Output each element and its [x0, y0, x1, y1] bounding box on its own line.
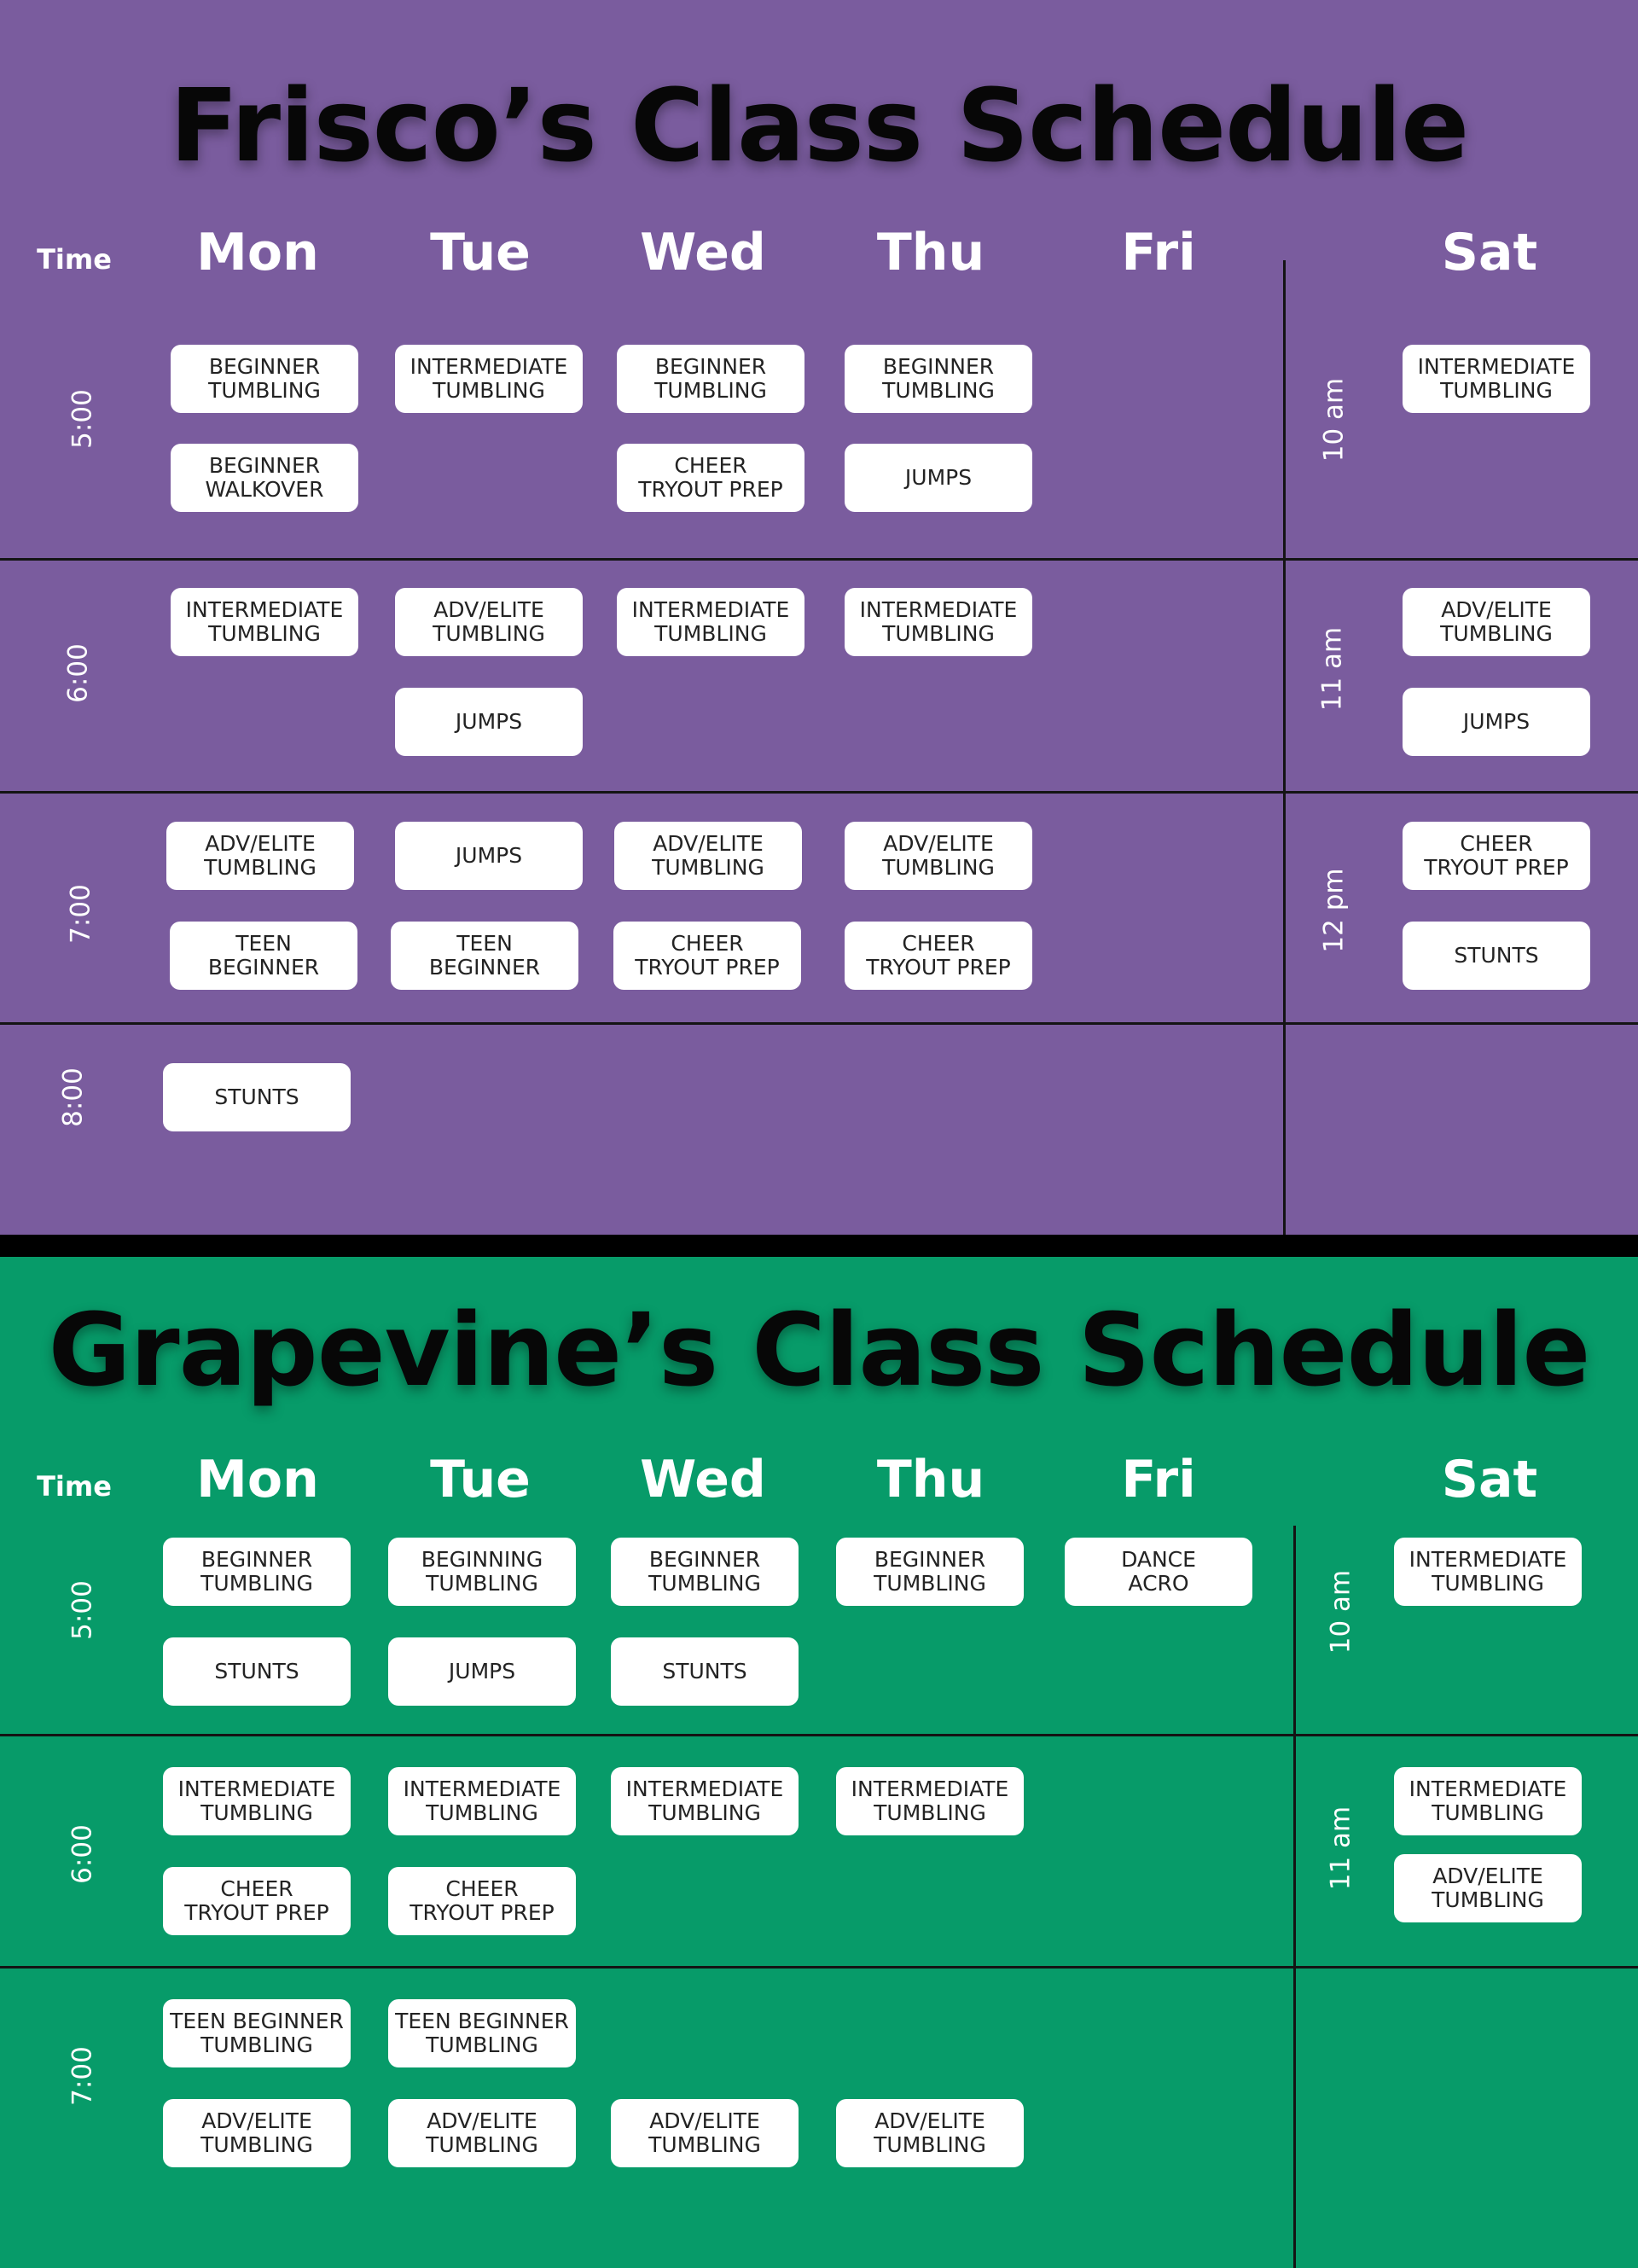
class-pill[interactable]: TEEN BEGINNER TUMBLING [163, 1999, 351, 2067]
frisco-header-fri: Fri [1121, 223, 1196, 282]
class-pill[interactable]: JUMPS [1403, 688, 1590, 756]
class-pill[interactable]: BEGINNER WALKOVER [171, 444, 358, 512]
frisco-row-divider [0, 1022, 1638, 1025]
class-pill[interactable]: CHEER TRYOUT PREP [1403, 822, 1590, 890]
class-pill[interactable]: CHEER TRYOUT PREP [163, 1867, 351, 1935]
class-pill[interactable]: BEGINNER TUMBLING [836, 1538, 1024, 1606]
class-pill[interactable]: CHEER TRYOUT PREP [613, 922, 801, 990]
grapevine-header-fri: Fri [1121, 1450, 1196, 1509]
class-pill[interactable]: ADV/ELITE TUMBLING [845, 822, 1032, 890]
class-pill[interactable]: INTERMEDIATE TUMBLING [388, 1767, 576, 1835]
grapevine-header-thu: Thu [876, 1450, 985, 1509]
class-pill[interactable]: ADV/ELITE TUMBLING [614, 822, 802, 890]
grapevine-time-7: 7:00 [67, 2046, 98, 2106]
class-pill[interactable]: ADV/ELITE TUMBLING [388, 2099, 576, 2167]
class-pill[interactable]: BEGINNER TUMBLING [611, 1538, 799, 1606]
frisco-header-thu: Thu [876, 223, 985, 282]
grapevine-header-wed: Wed [640, 1450, 766, 1509]
frisco-time-7: 7:00 [65, 884, 96, 944]
class-pill[interactable]: BEGINNER TUMBLING [617, 345, 804, 413]
frisco-header-time: Time [37, 243, 112, 276]
class-pill[interactable]: STUNTS [163, 1637, 351, 1706]
class-pill[interactable]: ADV/ELITE TUMBLING [1394, 1854, 1582, 1922]
class-pill[interactable]: BEGINNER TUMBLING [171, 345, 358, 413]
frisco-saturday-divider [1283, 260, 1286, 1235]
frisco-title: Frisco’s Class Schedule [169, 67, 1469, 184]
class-pill[interactable]: ADV/ELITE TUMBLING [395, 588, 583, 656]
grapevine-schedule [0, 1257, 1638, 2268]
class-pill[interactable]: INTERMEDIATE TUMBLING [171, 588, 358, 656]
class-pill[interactable]: CHEER TRYOUT PREP [617, 444, 804, 512]
grapevine-header-mon: Mon [196, 1450, 319, 1509]
class-pill[interactable]: INTERMEDIATE TUMBLING [836, 1767, 1024, 1835]
frisco-row-divider [0, 791, 1638, 794]
grapevine-time-5: 5:00 [67, 1580, 98, 1640]
frisco-sat-time-12pm: 12 pm [1318, 868, 1350, 953]
class-pill[interactable]: INTERMEDIATE TUMBLING [617, 588, 804, 656]
class-pill[interactable]: CHEER TRYOUT PREP [845, 922, 1032, 990]
class-pill[interactable]: ADV/ELITE TUMBLING [836, 2099, 1024, 2167]
class-pill[interactable]: STUNTS [611, 1637, 799, 1706]
grapevine-title: Grapevine’s Class Schedule [48, 1291, 1590, 1409]
grapevine-time-6: 6:00 [67, 1824, 98, 1884]
class-pill[interactable]: TEEN BEGINNER TUMBLING [388, 1999, 576, 2067]
class-pill[interactable]: ADV/ELITE TUMBLING [163, 2099, 351, 2167]
grapevine-sat-time-10am: 10 am [1325, 1569, 1356, 1654]
class-pill[interactable]: INTERMEDIATE TUMBLING [1403, 345, 1590, 413]
class-pill[interactable]: STUNTS [1403, 922, 1590, 990]
class-pill[interactable]: JUMPS [395, 688, 583, 756]
frisco-time-6: 6:00 [62, 643, 94, 703]
class-pill[interactable]: BEGINNING TUMBLING [388, 1538, 576, 1606]
class-pill[interactable]: ADV/ELITE TUMBLING [1403, 588, 1590, 656]
frisco-row-divider [0, 558, 1638, 561]
class-pill[interactable]: INTERMEDIATE TUMBLING [395, 345, 583, 413]
frisco-header-mon: Mon [196, 223, 319, 282]
grapevine-row-divider [0, 1734, 1638, 1736]
frisco-header-tue: Tue [430, 223, 531, 282]
grapevine-row-divider [0, 1966, 1638, 1969]
class-pill[interactable]: TEEN BEGINNER [391, 922, 578, 990]
class-pill[interactable]: TEEN BEGINNER [170, 922, 357, 990]
class-pill[interactable]: BEGINNER TUMBLING [163, 1538, 351, 1606]
frisco-time-8: 8:00 [57, 1067, 89, 1127]
class-pill[interactable]: DANCE ACRO [1065, 1538, 1252, 1606]
class-pill[interactable]: BEGINNER TUMBLING [845, 345, 1032, 413]
class-pill[interactable]: INTERMEDIATE TUMBLING [1394, 1538, 1582, 1606]
grapevine-header-sat: Sat [1441, 1450, 1538, 1509]
grapevine-header-time: Time [37, 1470, 112, 1503]
grapevine-sat-time-11am: 11 am [1325, 1806, 1356, 1891]
class-pill[interactable]: JUMPS [388, 1637, 576, 1706]
grapevine-header-tue: Tue [430, 1450, 531, 1509]
frisco-sat-time-10am: 10 am [1318, 377, 1350, 462]
frisco-header-wed: Wed [640, 223, 766, 282]
class-pill[interactable]: ADV/ELITE TUMBLING [611, 2099, 799, 2167]
class-pill[interactable]: STUNTS [163, 1063, 351, 1131]
class-pill[interactable]: CHEER TRYOUT PREP [388, 1867, 576, 1935]
grapevine-saturday-divider [1293, 1526, 1296, 2268]
frisco-header-sat: Sat [1441, 223, 1538, 282]
class-pill[interactable]: INTERMEDIATE TUMBLING [163, 1767, 351, 1835]
class-pill[interactable]: INTERMEDIATE TUMBLING [611, 1767, 799, 1835]
frisco-sat-time-11am: 11 am [1316, 626, 1348, 712]
class-pill[interactable]: ADV/ELITE TUMBLING [166, 822, 354, 890]
class-pill[interactable]: INTERMEDIATE TUMBLING [845, 588, 1032, 656]
class-pill[interactable]: JUMPS [395, 822, 583, 890]
class-pill[interactable]: JUMPS [845, 444, 1032, 512]
class-pill[interactable]: INTERMEDIATE TUMBLING [1394, 1767, 1582, 1835]
frisco-time-5: 5:00 [67, 389, 98, 449]
